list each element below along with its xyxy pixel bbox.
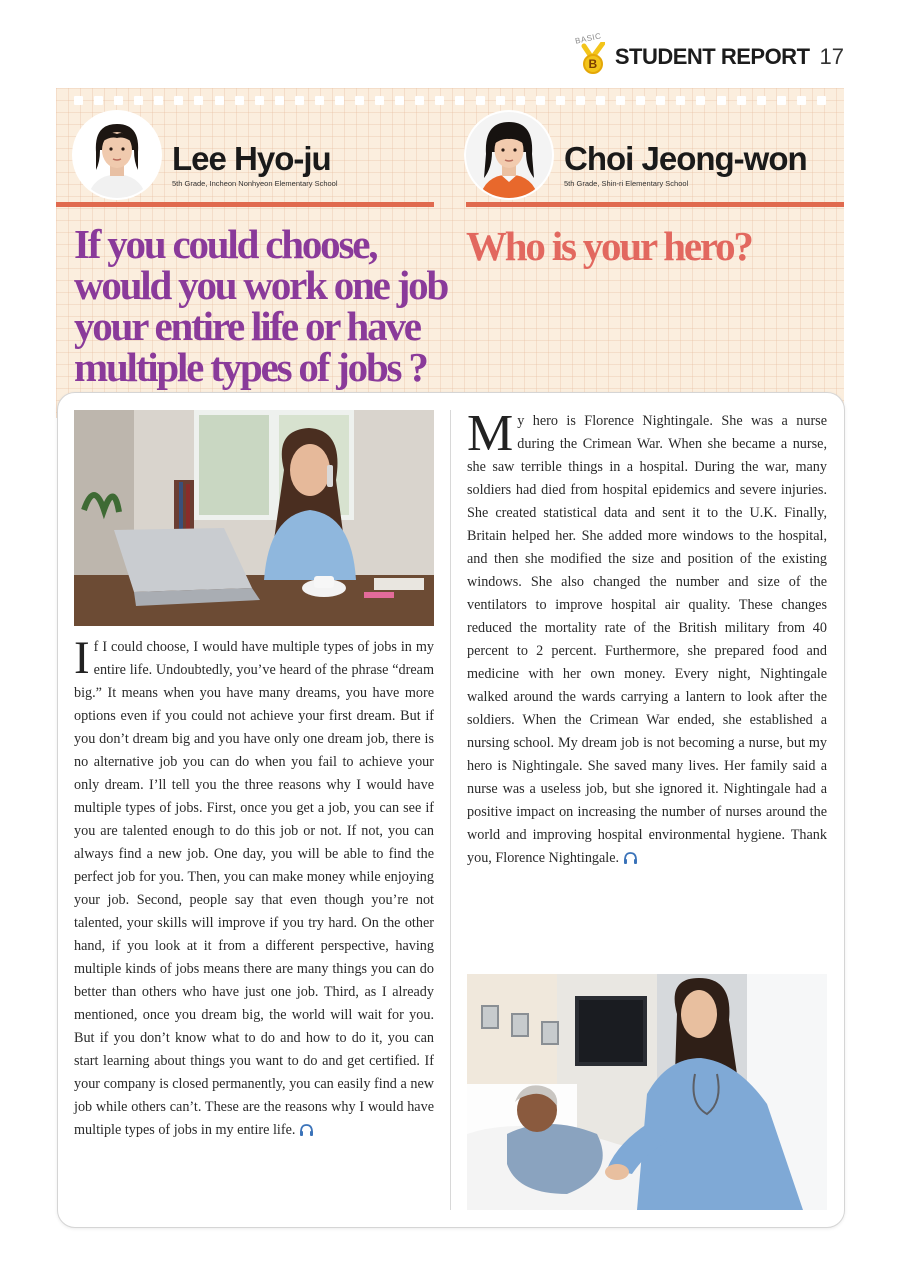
report-title: STUDENT REPORT	[614, 44, 810, 69]
headphones-icon[interactable]	[299, 1123, 314, 1136]
nurse-patient-image	[467, 974, 827, 1210]
headline-right: Who is your hero?	[466, 223, 752, 269]
column-divider	[450, 410, 451, 1210]
photo-nurse-patient	[467, 974, 827, 1210]
author-name-right: Choi Jeong-won	[564, 139, 807, 177]
article-text-right: y hero is Florence Nightingale. She was a nurse during the Crimean War. When she became a nurse, she saw terrible things in a hospital. During the war, many soldiers had died from hospital epidemics and severe injuries. She created statistical data and sent it to the U.K. Finally, Britain helped her. She added more windows to the hospital, and then she modified the size and position of the existing windows. She also changed the number and size of the ventilators to improve hospital air quality. These changes reduced the mortality rate of the British military from 40 percent to 2 percent. Furthermore, she prepared food and medicine with her own money. Every night, Nightingale walked around the wards carrying a lantern to look after the soldiers. When the Crimean War ended, she established a nursing school. My dream job is not becoming a nurse, but my hero is Nightingale. She saved many lives. Her family said a nurse was a useless job, but she ignored it. Nightingale had a positive impact on increasing the number of nurses around the world and improving hospital environmental hygiene. Thank you, Florence Nightingale.	[467, 413, 827, 866]
author-school-left: 5th Grade, Incheon Nonhyeon Elementary School	[172, 178, 338, 188]
article-body-right	[467, 405, 827, 870]
page-header	[574, 28, 844, 78]
author-left	[74, 110, 338, 200]
accent-rule-right	[466, 202, 844, 207]
dropcap-left: I	[74, 632, 90, 684]
banner-dot-row	[74, 96, 826, 106]
author-right	[466, 110, 807, 200]
article-text-left: f I could choose, I would have multiple types of jobs in my entire life. Undoubtedly, you’ve heard of the phrase “dream big.” It means when you have many dreams, you have more options even if you could not achieve your first dream. But if you don’t dream big and you have only one dream job, there is no alternative job you can do when you fail to achieve your only dream. I’ll tell you the three reasons why I would have multiple types of jobs. First, once you get a job, you can see if you are talented enough to do this job or not. If not, you can always find a new job. One day, you will be able to find the perfect job for you. Then, you can make money while enjoying your job. Second, people say that even though you’re not talented, your skills will improve if you try hard. On the other hand, if you look at it from a different perspective, having multiple kinds of jobs means there are many things you can do better than others who have just one job. Third, as I already mentioned, once you dream big, the world will wait for you. But if you don’t know what to do and how to do it, you can start learning about things you want to do and get certified. If your company is closed permanently, you can easily find a new job while others can’t. These are the reasons why I would have multiple types of jobs in my entire life.	[74, 639, 434, 1138]
badge-letter: B	[583, 54, 603, 74]
headphones-icon[interactable]	[623, 851, 638, 864]
article-body-left	[74, 632, 434, 1142]
badge-small-label: BASIC	[574, 31, 602, 46]
author-school-right: 5th Grade, Shin-ri Elementary School	[564, 178, 689, 188]
basic-badge-icon	[574, 31, 607, 78]
dropcap-right: M	[467, 405, 514, 462]
avatar-right	[466, 112, 552, 198]
woman-laptop-image	[74, 410, 434, 626]
page-number: 17	[819, 44, 844, 69]
girl-portrait-icon	[74, 112, 160, 198]
girl-portrait-icon	[466, 112, 552, 198]
author-name-left: Lee Hyo-ju	[172, 139, 331, 177]
accent-rule-left	[56, 202, 434, 207]
avatar-left	[74, 112, 160, 198]
photo-woman-laptop	[74, 410, 434, 626]
headline-left: If you could choose, would you work one job your entire life or have multiple types of jobs ?	[74, 221, 448, 390]
